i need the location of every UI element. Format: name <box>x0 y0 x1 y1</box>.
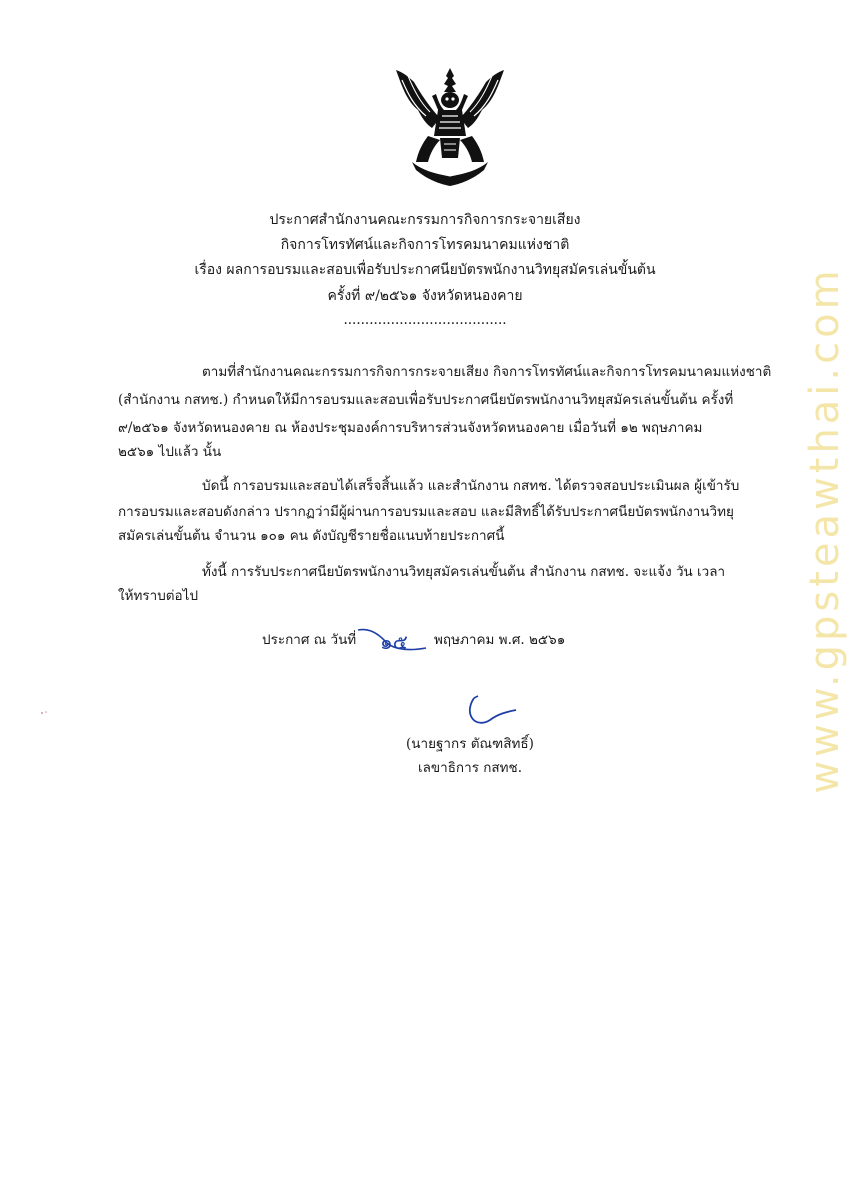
body-paragraph-1-line-1: ตามที่สำนักงานคณะกรรมการกิจการกระจายเสียง กิจการโทรทัศน์และกิจการโทรคมนาคมแห่งชาติ <box>202 364 772 380</box>
body-paragraph-2-line-3: สมัครเล่นขั้นต้น จำนวน ๑๐๑ คน ดังบัญชีรายชื่อแนบท้ายประกาศนี้ <box>118 528 505 544</box>
signature <box>460 694 520 730</box>
body-paragraph-3-line-1: ทั้งนี้ การรับประกาศนียบัตรพนักงานวิทยุสมัครเล่นขั้นต้น สำนักงาน กสทช. จะแจ้ง วัน เวลา <box>202 564 726 580</box>
header-line-3-subject: เรื่อง ผลการอบรมและสอบเพื่อรับประกาศนียบัตรพนักงานวิทยุสมัครเล่นขั้นต้น <box>194 262 656 278</box>
announcement-date-prefix: ประกาศ ณ วันที่ <box>262 632 357 648</box>
header-divider: ...................................... <box>343 312 507 328</box>
header-line-1: ประกาศสำนักงานคณะกรรมการกิจการกระจายเสียง <box>269 212 581 228</box>
body-paragraph-1-line-3: ๙/๒๕๖๑ จังหวัดหนองคาย ณ ห้องประชุมองค์การบริหารส่วนจังหวัดหนองคาย เมื่อวันที่ ๑๒ พฤษภาคม <box>118 420 703 436</box>
signatory-name: (นายฐากร ตัณฑสิทธิ์) <box>406 736 534 752</box>
body-paragraph-2-line-1: บัดนี้ การอบรมและสอบได้เสร็จสิ้นแล้ว และสำนักงาน กสทช. ได้ตรวจสอบประเมินผล ผู้เข้ารับ <box>202 478 740 494</box>
handwritten-day-text: ๑๕ <box>380 630 408 654</box>
signatory-title: เลขาธิการ กสทช. <box>418 760 522 776</box>
handwritten-day <box>356 626 430 656</box>
header-line-4: ครั้งที่ ๙/๒๕๖๑ จังหวัดหนองคาย <box>327 288 523 304</box>
watermark-text: www.gpsteawthai.com <box>802 266 848 794</box>
body-paragraph-1-line-2: (สำนักงาน กสทช.) กำหนดให้มีการอบรมและสอบเพื่อรับประกาศนียบัตรพนักงานวิทยุสมัครเล่นขั้นต้น ครั้งที่ <box>118 392 734 408</box>
header-line-2: กิจการโทรทัศน์และกิจการโทรคมนาคมแห่งชาติ <box>280 237 570 253</box>
watermark <box>800 140 850 920</box>
body-paragraph-1-line-4: ๒๕๖๑ ไปแล้ว นั้น <box>118 444 222 460</box>
body-paragraph-3-line-2: ให้ทราบต่อไป <box>118 588 199 604</box>
announcement-date-suffix: พฤษภาคม พ.ศ. ๒๕๖๑ <box>434 632 566 648</box>
margin-mark <box>39 710 49 716</box>
garuda-emblem-icon <box>392 66 508 188</box>
body-paragraph-2-line-2: การอบรมและสอบดังกล่าว ปรากฏว่ามีผู้ผ่านการอบรมและสอบ และมีสิทธิ์ได้รับประกาศนียบัตรพนักงานวิทยุ <box>118 504 734 520</box>
